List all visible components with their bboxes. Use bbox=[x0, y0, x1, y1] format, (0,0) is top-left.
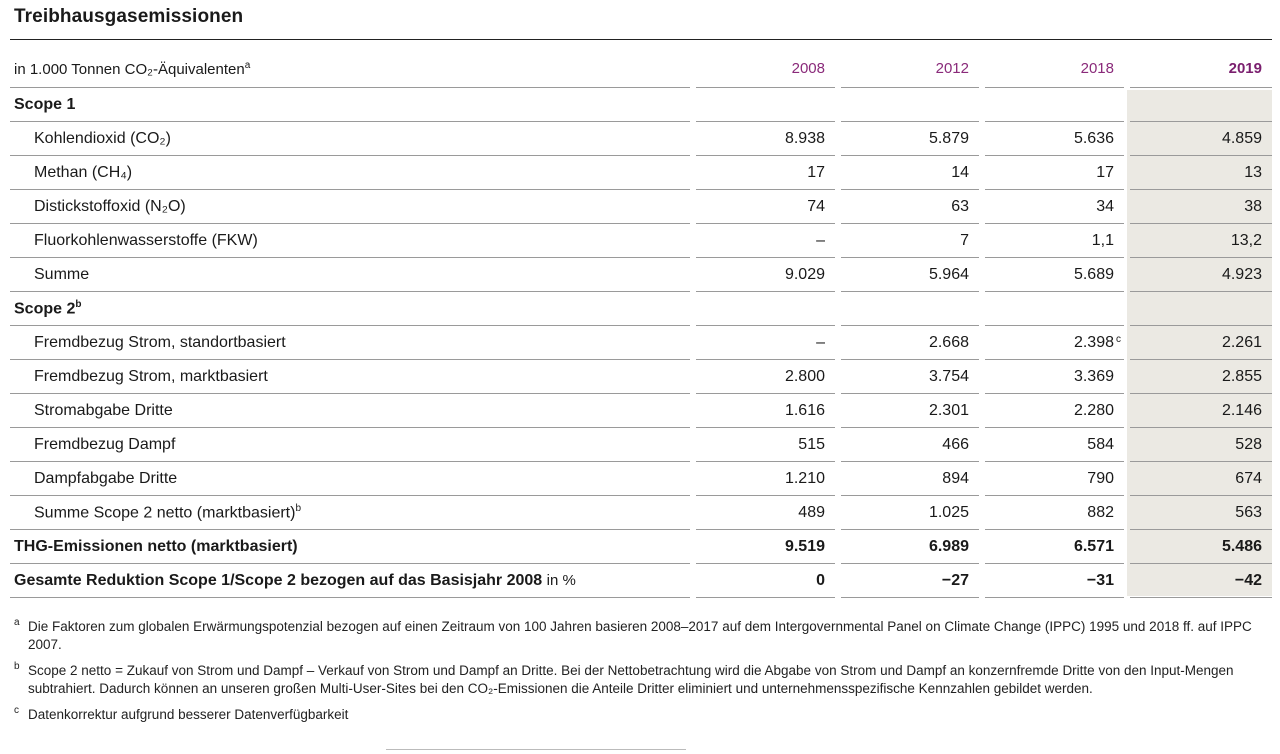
value-cell: 790 bbox=[982, 462, 1127, 496]
value-cell: 8.938 bbox=[693, 122, 838, 156]
table-row bbox=[10, 258, 1272, 292]
scope-heading-row bbox=[10, 292, 1272, 326]
value-cell: 2.280 bbox=[982, 394, 1127, 428]
value-cell: 13,2 bbox=[1127, 224, 1272, 258]
row-label: THG-Emissionen netto (marktbasiert) bbox=[10, 530, 693, 564]
value-cell: 2.800 bbox=[693, 360, 838, 394]
table-row bbox=[10, 190, 1272, 224]
row-label: Fremdbezug Strom, marktbasiert bbox=[10, 360, 693, 394]
value-cell: −31 bbox=[982, 564, 1127, 598]
footnote bbox=[14, 662, 1264, 698]
footnote-mark: a bbox=[244, 59, 251, 71]
value-cell: 515 bbox=[693, 428, 838, 462]
unit-label: in 1.000 Tonnen CO₂-Äquivalenten$^a$ bbox=[10, 50, 693, 88]
value-cell bbox=[838, 88, 982, 122]
table-row bbox=[10, 224, 1272, 258]
value-cell: 6.989 bbox=[838, 530, 982, 564]
footnote-mark: b bbox=[14, 661, 20, 672]
value-cell: 2.855 bbox=[1127, 360, 1272, 394]
value-cell: 5.964 bbox=[838, 258, 982, 292]
table-row bbox=[10, 428, 1272, 462]
value-cell: 882 bbox=[982, 496, 1127, 530]
row-label: Dampfabgabe Dritte bbox=[10, 462, 693, 496]
row-label: Gesamte Reduktion Scope 1/Scope 2 bezogen auf das Basisjahr 2008 in % bbox=[10, 564, 693, 598]
value-cell: 2.261 bbox=[1127, 326, 1272, 360]
row-label: Fremdbezug Strom, standortbasiert bbox=[10, 326, 693, 360]
emissions-table bbox=[10, 50, 1272, 598]
year-header: 2008 bbox=[693, 50, 838, 88]
value-cell: 1.616 bbox=[693, 394, 838, 428]
value-cell: 9.029 bbox=[693, 258, 838, 292]
row-label: Summe bbox=[10, 258, 693, 292]
table-row bbox=[10, 156, 1272, 190]
row-label: Methan (CH₄) bbox=[10, 156, 693, 190]
row-label: Stromabgabe Dritte bbox=[10, 394, 693, 428]
value-cell: 6.571 bbox=[982, 530, 1127, 564]
table-header-row bbox=[10, 50, 1272, 88]
value-cell: 63 bbox=[838, 190, 982, 224]
footnote-text: Die Faktoren zum globalen Erwärmungspotenzial bezogen auf einen Zeitraum von 100 Jahren basieren 2008–2017 auf dem Intergovernmental Panel on Climate Change (IPPC) 1995 und 2018 ff. auf IPPC 2007. bbox=[28, 619, 1252, 652]
value-cell: 466 bbox=[838, 428, 982, 462]
value-cell: 5.636 bbox=[982, 122, 1127, 156]
unit-suffix: in % bbox=[546, 571, 576, 589]
table-row bbox=[10, 360, 1272, 394]
row-label: Fluorkohlenwasserstoffe (FKW) bbox=[10, 224, 693, 258]
value-cell: 3.754 bbox=[838, 360, 982, 394]
footnote-mark: b bbox=[75, 298, 82, 310]
value-cell: 7 bbox=[838, 224, 982, 258]
page-title: Treibhausgasemissionen bbox=[14, 6, 244, 27]
total-row bbox=[10, 530, 1272, 564]
row-label: Scope 2$^b$ bbox=[10, 292, 693, 326]
table-row bbox=[10, 122, 1272, 156]
value-cell: 894 bbox=[838, 462, 982, 496]
value-cell: 674 bbox=[1127, 462, 1272, 496]
value-cell: 4.923 bbox=[1127, 258, 1272, 292]
value-cell: 584 bbox=[982, 428, 1127, 462]
footnote-mark: b bbox=[295, 502, 301, 514]
divider bbox=[386, 749, 686, 750]
value-cell: −42 bbox=[1127, 564, 1272, 598]
footnotes bbox=[14, 618, 1264, 732]
value-cell: – bbox=[693, 224, 838, 258]
value-cell: 5.689 bbox=[982, 258, 1127, 292]
value-cell: 14 bbox=[838, 156, 982, 190]
value-cell: 4.859 bbox=[1127, 122, 1272, 156]
value-cell: 74 bbox=[693, 190, 838, 224]
footnote-mark: c bbox=[14, 705, 19, 716]
footnote-text: Scope 2 netto = Zukauf von Strom und Dampf – Verkauf von Strom und Dampf an Dritte. Bei der Nettobetrachtung wird die Abgabe von Strom und Dampf an konzernfremde Dritte von den Input-Mengen subtrahiert. Dadurch können an unseren großen Multi-User-Sites bei den CO₂-Emissionen die Anteile Dritter eliminiert und unternehmensspezifische Kennzahlen gebildet werden. bbox=[28, 663, 1234, 696]
year-header: 2018 bbox=[982, 50, 1127, 88]
row-label: Kohlendioxid (CO₂) bbox=[10, 122, 693, 156]
table-row bbox=[10, 462, 1272, 496]
value-cell: 2.146 bbox=[1127, 394, 1272, 428]
value-cell bbox=[1127, 88, 1272, 122]
total-row bbox=[10, 564, 1272, 598]
footnote-text: Datenkorrektur aufgrund besserer Datenverfügbarkeit bbox=[28, 707, 349, 722]
value-cell: 5.486 bbox=[1127, 530, 1272, 564]
table-row bbox=[10, 496, 1272, 530]
value-cell: – bbox=[693, 326, 838, 360]
value-cell: 1.025 bbox=[838, 496, 982, 530]
value-cell: 9.519 bbox=[693, 530, 838, 564]
value-cell: 34 bbox=[982, 190, 1127, 224]
value-cell: 1,1 bbox=[982, 224, 1127, 258]
row-label: Summe Scope 2 netto (marktbasiert)$^b$ bbox=[10, 496, 693, 530]
value-cell: 1.210 bbox=[693, 462, 838, 496]
value-cell: 528 bbox=[1127, 428, 1272, 462]
year-header: 2012 bbox=[838, 50, 982, 88]
value-cell bbox=[838, 292, 982, 326]
value-cell: 0 bbox=[693, 564, 838, 598]
value-cell bbox=[982, 88, 1127, 122]
value-cell bbox=[1127, 292, 1272, 326]
value-cell: 13 bbox=[1127, 156, 1272, 190]
footnote bbox=[14, 706, 1264, 724]
row-label: Fremdbezug Dampf bbox=[10, 428, 693, 462]
value-cell: 17 bbox=[982, 156, 1127, 190]
value-cell: 38 bbox=[1127, 190, 1272, 224]
table-row bbox=[10, 326, 1272, 360]
value-cell bbox=[693, 88, 838, 122]
row-label: Distickstoffoxid (N₂O) bbox=[10, 190, 693, 224]
value-cell: −27 bbox=[838, 564, 982, 598]
row-label: Scope 1 bbox=[10, 88, 693, 122]
value-cell: 489 bbox=[693, 496, 838, 530]
value-cell: 2.398 c bbox=[982, 326, 1127, 360]
footnote-mark: a bbox=[14, 617, 20, 628]
value-cell: 563 bbox=[1127, 496, 1272, 530]
value-cell: 5.879 bbox=[838, 122, 982, 156]
title-divider bbox=[10, 39, 1272, 40]
footnote bbox=[14, 618, 1264, 654]
value-cell: 3.369 bbox=[982, 360, 1127, 394]
value-cell bbox=[693, 292, 838, 326]
value-cell bbox=[982, 292, 1127, 326]
year-header: 2019 bbox=[1127, 50, 1272, 88]
value-cell: 2.301 bbox=[838, 394, 982, 428]
value-cell: 17 bbox=[693, 156, 838, 190]
scope-heading-row bbox=[10, 88, 1272, 122]
value-cell: 2.668 bbox=[838, 326, 982, 360]
footnote-mark: c bbox=[1116, 333, 1121, 345]
table-row bbox=[10, 394, 1272, 428]
